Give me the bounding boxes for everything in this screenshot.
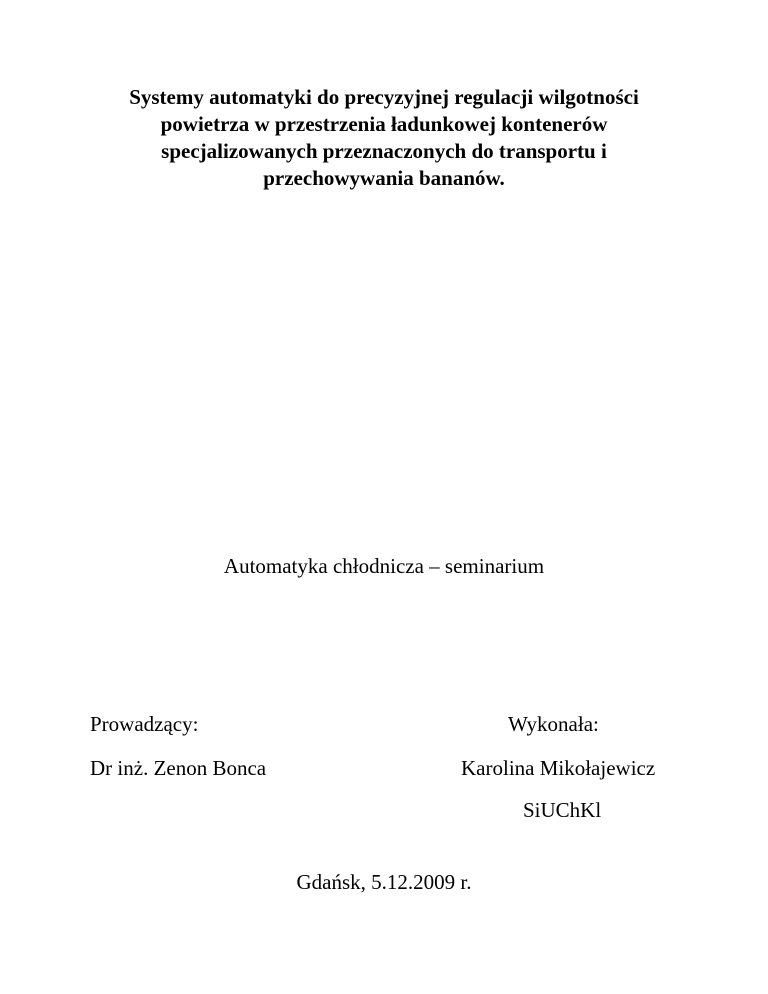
author-label: Wykonała: [508,712,599,736]
supervisor-label: Prowadzący: [90,712,199,736]
supervisor-name: Dr inż. Zenon Bonca [90,756,267,780]
author-name: Karolina Mikołajewicz [461,756,656,780]
place-and-date: Gdańsk, 5.12.2009 r. [296,870,472,894]
course-name: Automatyka chłodnicza – seminarium [223,554,545,578]
document-title [60,84,708,192]
title-line: przechowywania bananów. [263,166,505,190]
title-line: powietrza w przestrzenia ładunkowej kontenerów [160,112,608,136]
title-line: specjalizowanych przeznaczonych do transportu i [161,139,607,163]
author-group: SiUChKl [523,798,602,822]
title-line: Systemy automatyki do precyzyjnej regulacji wilgotności [129,85,639,109]
